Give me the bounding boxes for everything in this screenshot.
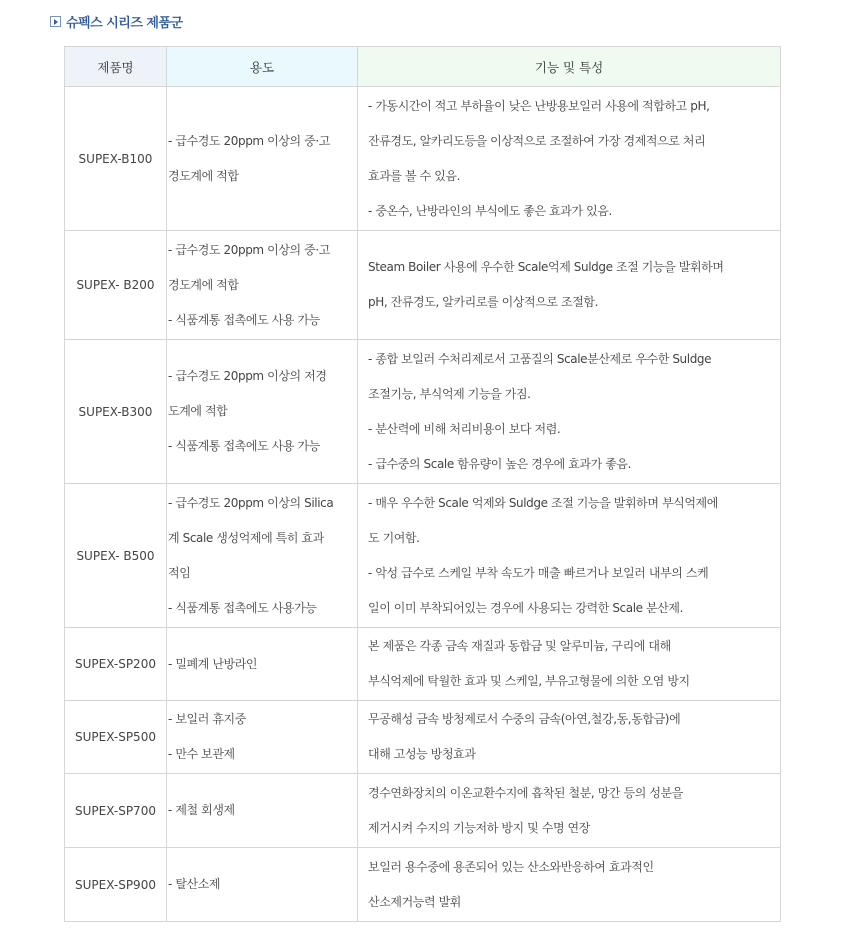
usage-line: - 급수경도 20ppm 이상의 중·고 bbox=[168, 133, 330, 148]
product-name-cell: SUPEX-SP200 bbox=[65, 628, 167, 701]
usage-cell bbox=[167, 340, 358, 484]
feature-line: 경수연화장치의 이온교환수지에 흡착된 철분, 망간 등의 성분을 bbox=[368, 785, 683, 800]
section-heading bbox=[50, 11, 183, 31]
product-name-cell: SUPEX-SP900 bbox=[65, 848, 167, 922]
usage-line: - 만수 보관제 bbox=[168, 747, 235, 761]
usage-line: - 보일러 휴지중 bbox=[168, 712, 246, 726]
feature-line: 도 기여함. bbox=[368, 530, 420, 545]
feature-line: - 매우 우수한 Scale 억제와 Suldge 조절 기능을 발휘하며 부식억제에 bbox=[368, 495, 718, 510]
feature-cell bbox=[358, 484, 781, 628]
feature-line: - 분산력에 비해 처리비용이 보다 저렴. bbox=[368, 421, 561, 436]
feature-cell bbox=[358, 340, 781, 484]
usage-cell bbox=[167, 231, 358, 340]
feature-line: 대해 고성능 방청효과 bbox=[368, 747, 476, 761]
play-triangle-icon bbox=[50, 16, 61, 27]
usage-cell bbox=[167, 774, 358, 848]
usage-cell bbox=[167, 87, 358, 231]
feature-cell bbox=[358, 231, 781, 340]
usage-line: 계 Scale 생성억제에 특히 효과 bbox=[168, 530, 324, 545]
feature-line: 보일러 용수중에 용존되어 있는 산소와반응하여 효과적인 bbox=[368, 859, 654, 874]
product-name-cell: SUPEX- B500 bbox=[65, 484, 167, 628]
table-row bbox=[65, 484, 781, 628]
product-name-cell: SUPEX-SP500 bbox=[65, 701, 167, 774]
header-features: 기능 및 특성 bbox=[358, 47, 781, 87]
product-name-cell: SUPEX-SP700 bbox=[65, 774, 167, 848]
usage-line: - 밀폐계 난방라인 bbox=[168, 656, 258, 671]
product-table bbox=[64, 46, 781, 922]
usage-line: - 탈산소제 bbox=[168, 877, 221, 891]
feature-line: 효과를 볼 수 있음. bbox=[368, 168, 461, 183]
usage-cell bbox=[167, 628, 358, 701]
feature-line: 무공해성 금속 방청제로서 수중의 금속(아연,철강,동,동합금)에 bbox=[368, 712, 681, 726]
feature-line: 본 제품은 각종 금속 재질과 동합금 및 알루미늄, 구리에 대해 bbox=[368, 639, 671, 653]
table-row bbox=[65, 628, 781, 701]
table-row bbox=[65, 701, 781, 774]
product-name-cell: SUPEX-B300 bbox=[65, 340, 167, 484]
usage-line: - 제철 회생제 bbox=[168, 803, 235, 817]
feature-cell bbox=[358, 628, 781, 701]
usage-line: - 급수경도 20ppm 이상의 중·고 bbox=[168, 242, 330, 257]
table-header-row bbox=[65, 47, 781, 87]
header-product-name: 제품명 bbox=[65, 47, 167, 87]
usage-cell bbox=[167, 701, 358, 774]
feature-line: - 급수중의 Scale 함유량이 높은 경우에 효과가 좋음. bbox=[368, 456, 631, 471]
usage-line: 적임 bbox=[168, 565, 191, 580]
feature-line: 산소제거능력 발휘 bbox=[368, 894, 461, 909]
table-row bbox=[65, 87, 781, 231]
usage-line: - 식품계통 접촉에도 사용가능 bbox=[168, 600, 317, 615]
usage-line: - 식품계통 접촉에도 사용 가능 bbox=[168, 439, 320, 453]
usage-cell bbox=[167, 484, 358, 628]
feature-line: - 가동시간이 적고 부하율이 낮은 난방용보일러 사용에 적합하고 pH, bbox=[368, 98, 710, 113]
product-name-cell: SUPEX-B100 bbox=[65, 87, 167, 231]
feature-line: - 종합 보일러 수처리제로서 고품질의 Scale분산제로 우수한 Suldge bbox=[368, 351, 712, 366]
feature-line: 부식억제에 탁월한 효과 및 스케일, 부유고형물에 의한 오염 방지 bbox=[368, 674, 690, 688]
usage-line: - 급수경도 20ppm 이상의 Silica bbox=[168, 495, 334, 510]
feature-line: pH, 잔류경도, 알카리로를 이상적으로 조절함. bbox=[368, 295, 599, 309]
feature-line: - 중온수, 난방라인의 부식에도 좋은 효과가 있음. bbox=[368, 203, 612, 218]
feature-cell bbox=[358, 701, 781, 774]
feature-cell bbox=[358, 774, 781, 848]
feature-line: - 악성 급수로 스케일 부착 속도가 매출 빠르거나 보일러 내부의 스케 bbox=[368, 565, 709, 580]
section-title: 슈펙스 시리즈 제품군 bbox=[66, 15, 183, 31]
feature-line: 잔류경도, 알카리도등을 이상적으로 조절하여 가장 경제적으로 처리 bbox=[368, 133, 706, 148]
table-row bbox=[65, 774, 781, 848]
feature-line: 조절기능, 부식억제 기능을 가짐. bbox=[368, 386, 531, 401]
usage-line: 경도계에 적합 bbox=[168, 277, 239, 292]
feature-line: 일이 이미 부착되어있는 경우에 사용되는 강력한 Scale 분산제. bbox=[368, 600, 684, 615]
table-row bbox=[65, 340, 781, 484]
header-usage: 용도 bbox=[167, 47, 358, 87]
feature-line: 제거시켜 수지의 기능저하 방지 및 수명 연장 bbox=[368, 820, 590, 835]
feature-line: Steam Boiler 사용에 우수한 Scale억제 Suldge 조절 기능을 발휘하며 bbox=[368, 260, 724, 274]
product-name-cell: SUPEX- B200 bbox=[65, 231, 167, 340]
usage-line: - 급수경도 20ppm 이상의 저경 bbox=[168, 369, 327, 383]
table-row bbox=[65, 848, 781, 922]
usage-line: - 식품계통 접촉에도 사용 가능 bbox=[168, 312, 320, 327]
table-row bbox=[65, 231, 781, 340]
feature-cell bbox=[358, 87, 781, 231]
feature-cell bbox=[358, 848, 781, 922]
usage-line: 도계에 적합 bbox=[168, 404, 228, 418]
usage-line: 경도계에 적합 bbox=[168, 168, 239, 183]
usage-cell bbox=[167, 848, 358, 922]
